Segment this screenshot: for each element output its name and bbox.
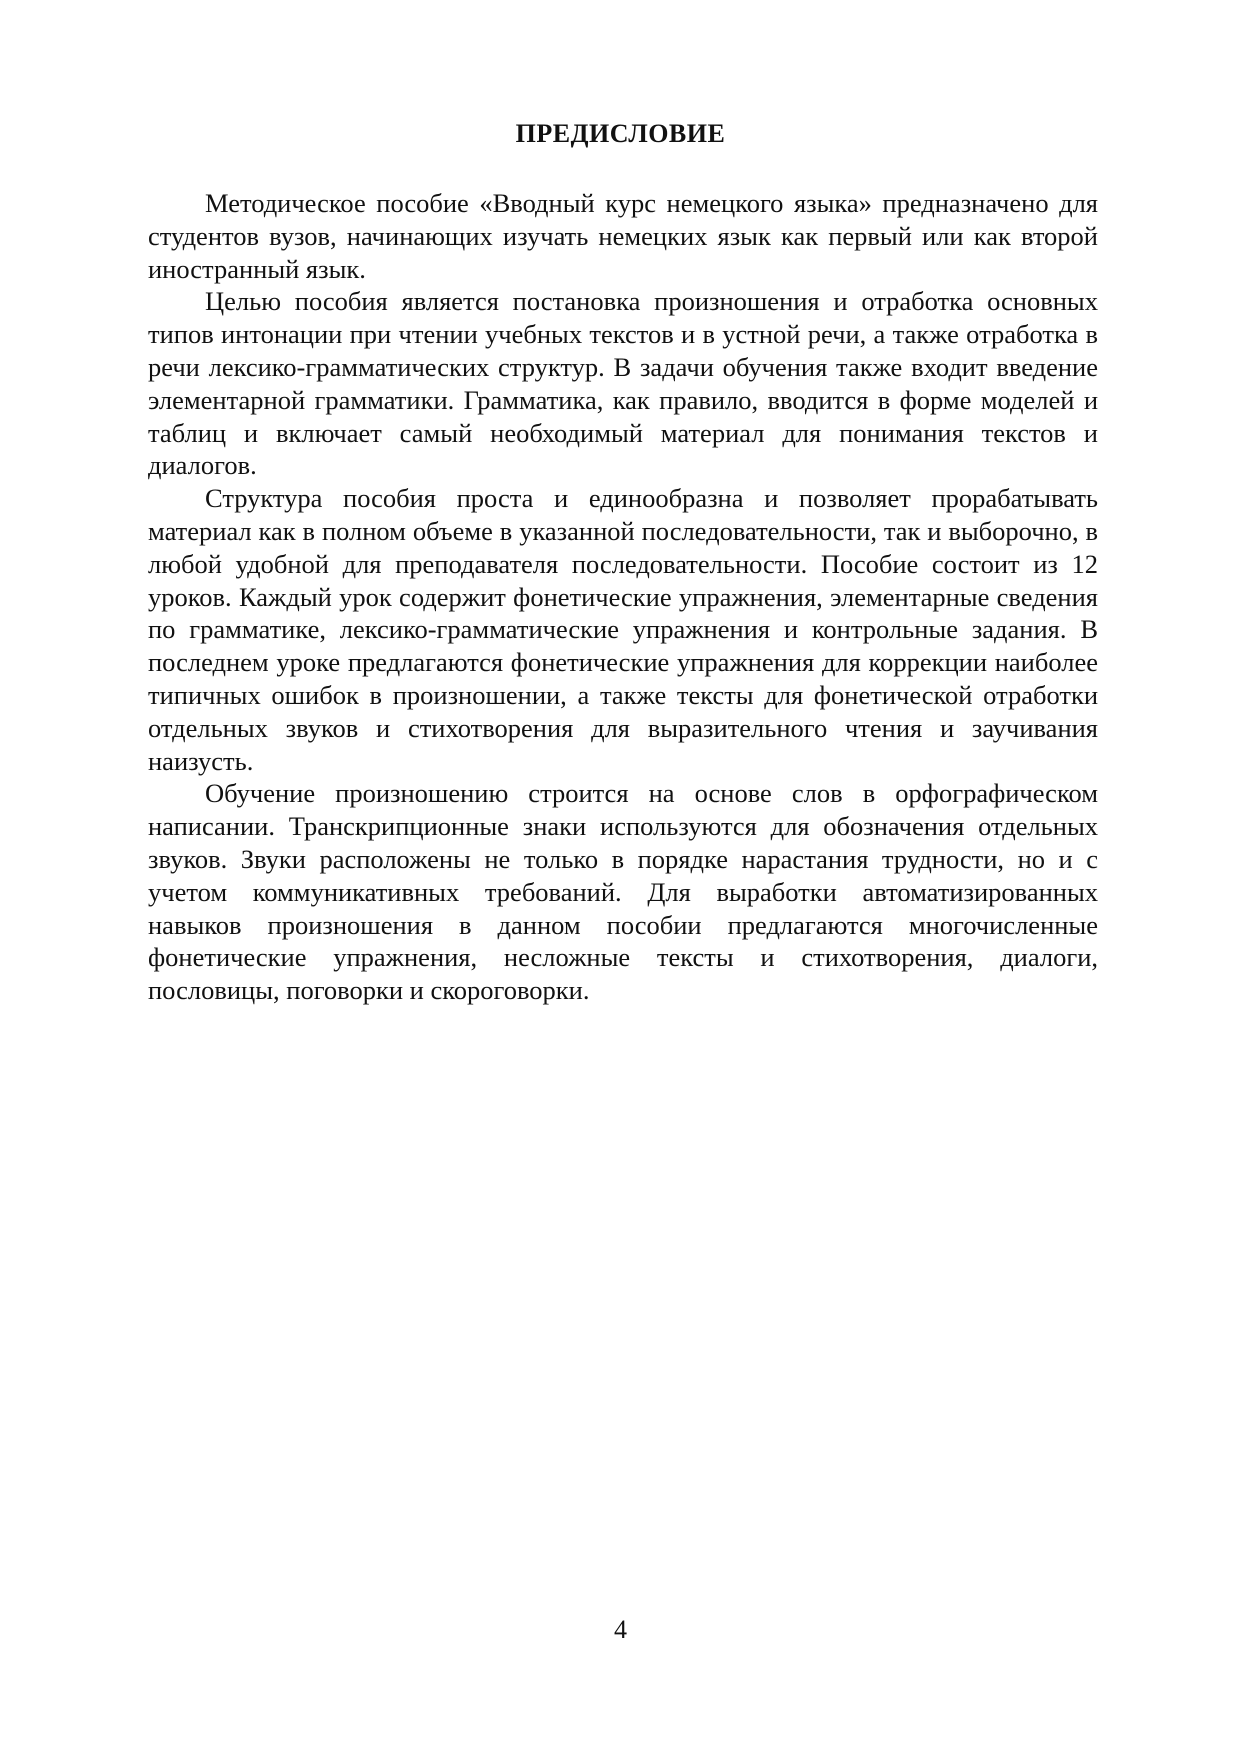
preface-body (148, 187, 1098, 1007)
paragraph-goals: Целью пособия является постановка произношения и отработка основных типов интонации при чтении учебных текстов и в устной речи, а также отработка в речи лексико-грамматических структур. В задачи обучения также входит введение элементарной грамматики. Грамматика, как правило, вводится в форме моделей и таблиц и включает самый необходимый материал для понимания текстов и диалогов. (148, 286, 1098, 481)
page-title: ПРЕДИСЛОВИЕ (515, 119, 726, 148)
page-number: 4 (614, 1615, 627, 1644)
paragraph-purpose: Методическое пособие «Вводный курс немецкого языка» предназначено для студентов вузов, начинающих изучать немецких язык как первый или как второй иностранный язык. (148, 188, 1098, 284)
paragraph-structure: Структура пособия проста и единообразна и позволяет прорабатывать материал как в полном объеме в указанной последовательности, так и выборочно, в любой удобной для преподавателя последовательности. Пособие состоит из 12 уроков. Каждый урок содержит фонетические упражнения, элементарные сведения по грамматике, лексико-грамматические упражнения и контрольные задания. В последнем уроке предлагаются фонетические упражнения для коррекции наиболее типичных ошибок в произношении, а также тексты для фонетической отработки отдельных звуков и стихотворения для выразительного чтения и заучивания наизусть. (148, 483, 1098, 776)
paragraph-pronunciation: Обучение произношению строится на основе слов в орфографическом написании. Транскрипционные знаки используются для обозначения отдельных звуков. Звуки расположены не только в порядке нарастания трудности, но и с учетом коммуникативных требований. Для выработки автоматизированных навыков произношения в данном пособии предлагаются многочисленные фонетические упражнения, несложные тексты и стихотворения, диалоги, пословицы, поговорки и скороговорки. (148, 778, 1098, 1006)
